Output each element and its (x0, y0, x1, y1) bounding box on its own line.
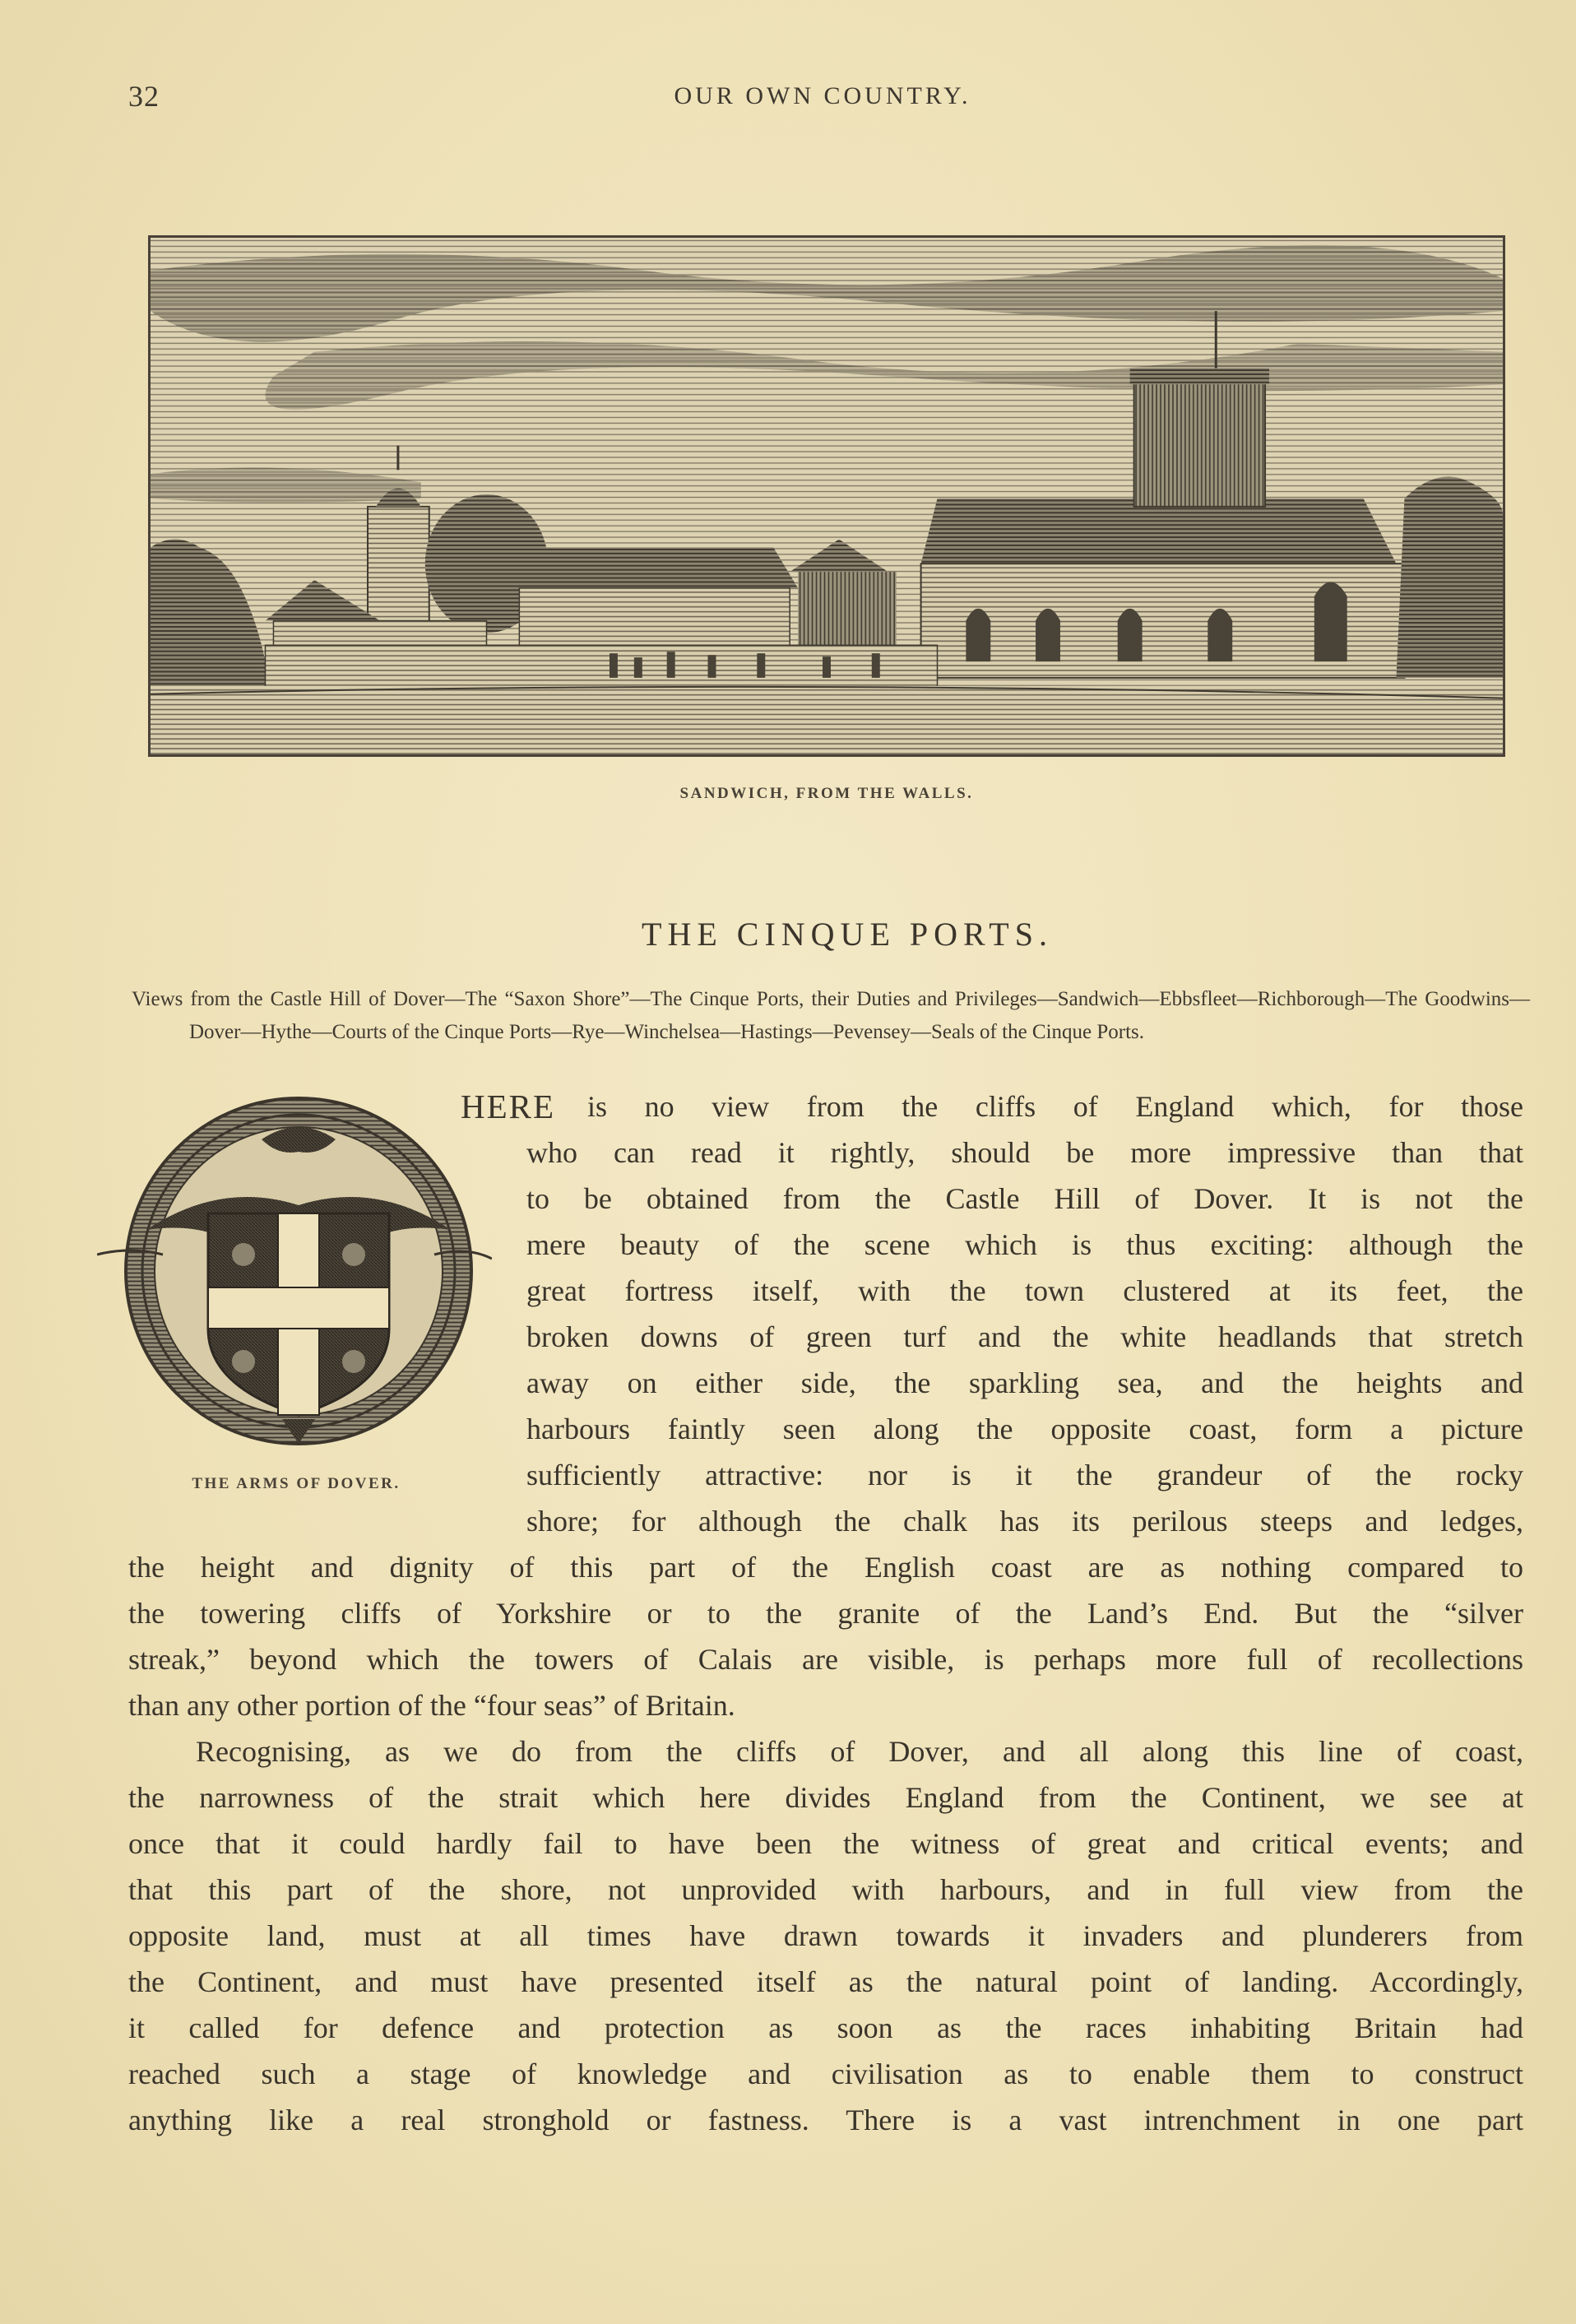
body-line: to be obtained from the Castle Hill of Dover. It is not the (526, 1182, 1523, 1215)
drop-cap: HERE (461, 1088, 556, 1125)
running-head-title: OUR OWN COUNTRY. (674, 82, 971, 109)
arms-of-dover-illustration (97, 1090, 492, 1452)
body-line: once that it could hardly fail to have been the witness of great and critical events; and (128, 1827, 1523, 1860)
arms-caption: THE ARMS OF DOVER. (192, 1475, 401, 1492)
engraving-picture (151, 238, 1503, 754)
running-head (123, 79, 1522, 120)
body-line: the height and dignity of this part of the English coast are as nothing compared to (128, 1551, 1523, 1584)
body-line: sufficiently attractive: nor is it the grandeur of the rocky (526, 1459, 1523, 1491)
chapter-synopsis: Views from the Castle Hill of Dover—The “Saxon Shore”—The Cinque Ports, their Duties and Privileges—Sandwich—Ebbsfleet—Richborough—The Goodwins—Dover—Hythe—Courts of the Cinque Ports—Rye—Winchelsea—Hastings—Pevensey—Seals of the Cinque Ports. (132, 988, 1530, 1043)
body-line: streak,” beyond which the towers of Calais are visible, is perhaps more full of recollections (128, 1643, 1523, 1676)
arms-emblem (97, 1090, 492, 1452)
body-line: mere beauty of the scene which is thus exciting: although the (526, 1228, 1523, 1261)
body-line: than any other portion of the “four seas” of Britain. (128, 1689, 735, 1722)
body-line: away on either side, the sparkling sea, and the heights and (526, 1366, 1523, 1399)
body-line: reached such a stage of knowledge and civilisation as to enable them to construct (128, 2057, 1523, 2090)
page-number: 32 (128, 80, 160, 113)
body-line: the towering cliffs of Yorkshire or to the granite of the Land’s End. But the “silver (128, 1597, 1523, 1630)
body-line: opposite land, must at all times have drawn towards it invaders and plunderers from (128, 1919, 1523, 1952)
body-line: who can read it rightly, should be more impressive than that (526, 1136, 1523, 1169)
body-line: the Continent, and must have presented itself as the natural point of landing. Accordingly, (128, 1965, 1523, 1998)
body-line: harbours faintly seen along the opposite coast, form a picture (526, 1412, 1523, 1445)
sandwich-engraving-illustration (148, 235, 1505, 757)
body-line: is no view from the cliffs of England which, for those (587, 1090, 1523, 1123)
body-line: Recognising, as we do from the cliffs of Dover, and all along this line of coast, (196, 1735, 1523, 1768)
illustration-caption: SANDWICH, FROM THE WALLS. (679, 785, 974, 802)
body-line: great fortress itself, with the town clustered at its feet, the (526, 1274, 1523, 1307)
body-line: shore; for although the chalk has its perilous steeps and ledges, (526, 1505, 1523, 1538)
body-line: broken downs of green turf and the white headlands that stretch (526, 1320, 1523, 1353)
chapter-title: THE CINQUE PORTS. (642, 916, 1053, 953)
body-line: anything like a real stronghold or fastness. There is a vast intrenchment in one part (128, 2104, 1523, 2136)
body-line: that this part of the shore, not unprovided with harbours, and in full view from the (128, 1873, 1523, 1906)
body-line: it called for defence and protection as soon as the races inhabiting Britain had (128, 2011, 1523, 2044)
body-line: the narrowness of the strait which here divides England from the Continent, we see at (128, 1781, 1523, 1814)
